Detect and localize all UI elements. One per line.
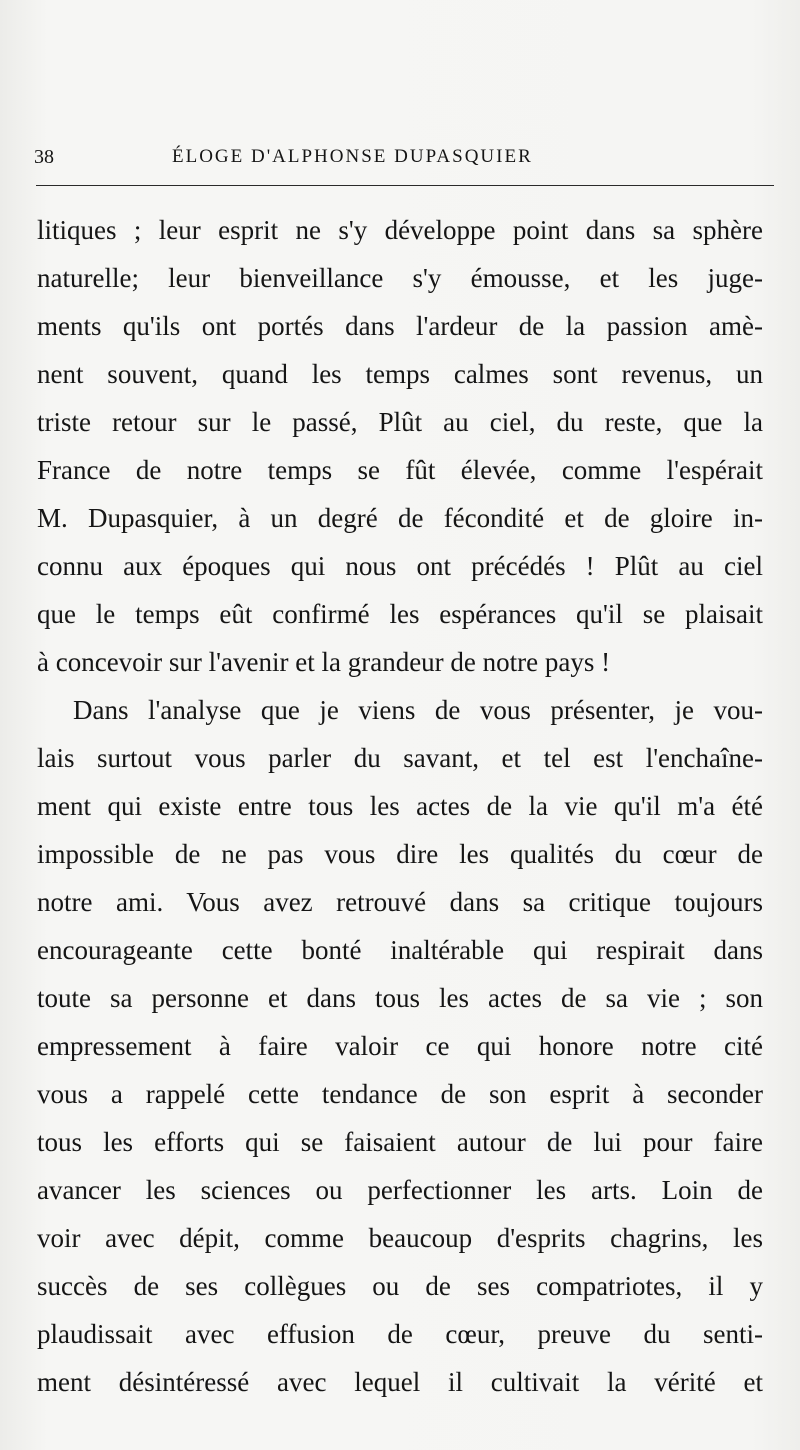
running-head xyxy=(34,146,774,174)
text-line: ments qu'ils ont portés dans l'ardeur de la passion amè- xyxy=(37,311,763,341)
text-line: empressement à faire valoir ce qui honore notre cité xyxy=(37,1031,763,1061)
header-rule xyxy=(36,185,774,186)
text-line: tous les efforts qui se faisaient autour de lui pour faire xyxy=(37,1127,763,1157)
text-line: que le temps eût confirmé les espérances qu'il se plaisait xyxy=(37,599,763,629)
text-line: plaudissait avec effusion de cœur, preuve du senti- xyxy=(37,1319,763,1349)
text-line: connu aux époques qui nous ont précédés ! Plût au ciel xyxy=(37,551,763,581)
text-line: impossible de ne pas vous dire les qualités du cœur de xyxy=(37,839,763,869)
text-line: vous a rappelé cette tendance de son esprit à seconder xyxy=(37,1079,763,1109)
text-line: notre ami. Vous avez retrouvé dans sa critique toujours xyxy=(37,887,763,917)
body-text xyxy=(37,206,763,1406)
text-line: voir avec dépit, comme beaucoup d'esprits chagrins, les xyxy=(37,1223,763,1253)
text-line: ment désintéressé avec lequel il cultivait la vérité et xyxy=(37,1367,763,1397)
text-line: litiques ; leur esprit ne s'y développe point dans sa sphère xyxy=(37,215,763,245)
text-line: triste retour sur le passé, Plût au ciel, du reste, que la xyxy=(37,407,763,437)
text-line: Dans l'analyse que je viens de vous présenter, je vou- xyxy=(73,695,763,725)
running-title: ÉLOGE D'ALPHONSE DUPASQUIER xyxy=(172,146,533,167)
text-line: à concevoir sur l'avenir et la grandeur de notre pays ! xyxy=(37,647,611,677)
text-line: ment qui existe entre tous les actes de la vie qu'il m'a été xyxy=(37,791,763,821)
text-line: avancer les sciences ou perfectionner les arts. Loin de xyxy=(37,1175,763,1205)
text-line: toute sa personne et dans tous les actes de sa vie ; son xyxy=(37,983,763,1013)
text-line: succès de ses collègues ou de ses compatriotes, il y xyxy=(37,1271,763,1301)
text-line: lais surtout vous parler du savant, et tel est l'enchaîne- xyxy=(37,743,763,773)
text-line: France de notre temps se fût élevée, comme l'espérait xyxy=(37,455,763,485)
text-line: naturelle; leur bienveillance s'y émousse, et les juge- xyxy=(37,263,763,293)
text-line: encourageante cette bonté inaltérable qui respirait dans xyxy=(37,935,763,965)
text-line: M. Dupasquier, à un degré de fécondité et de gloire in- xyxy=(37,503,763,533)
text-line: nent souvent, quand les temps calmes sont revenus, un xyxy=(37,359,763,389)
page-number: 38 xyxy=(34,146,54,168)
